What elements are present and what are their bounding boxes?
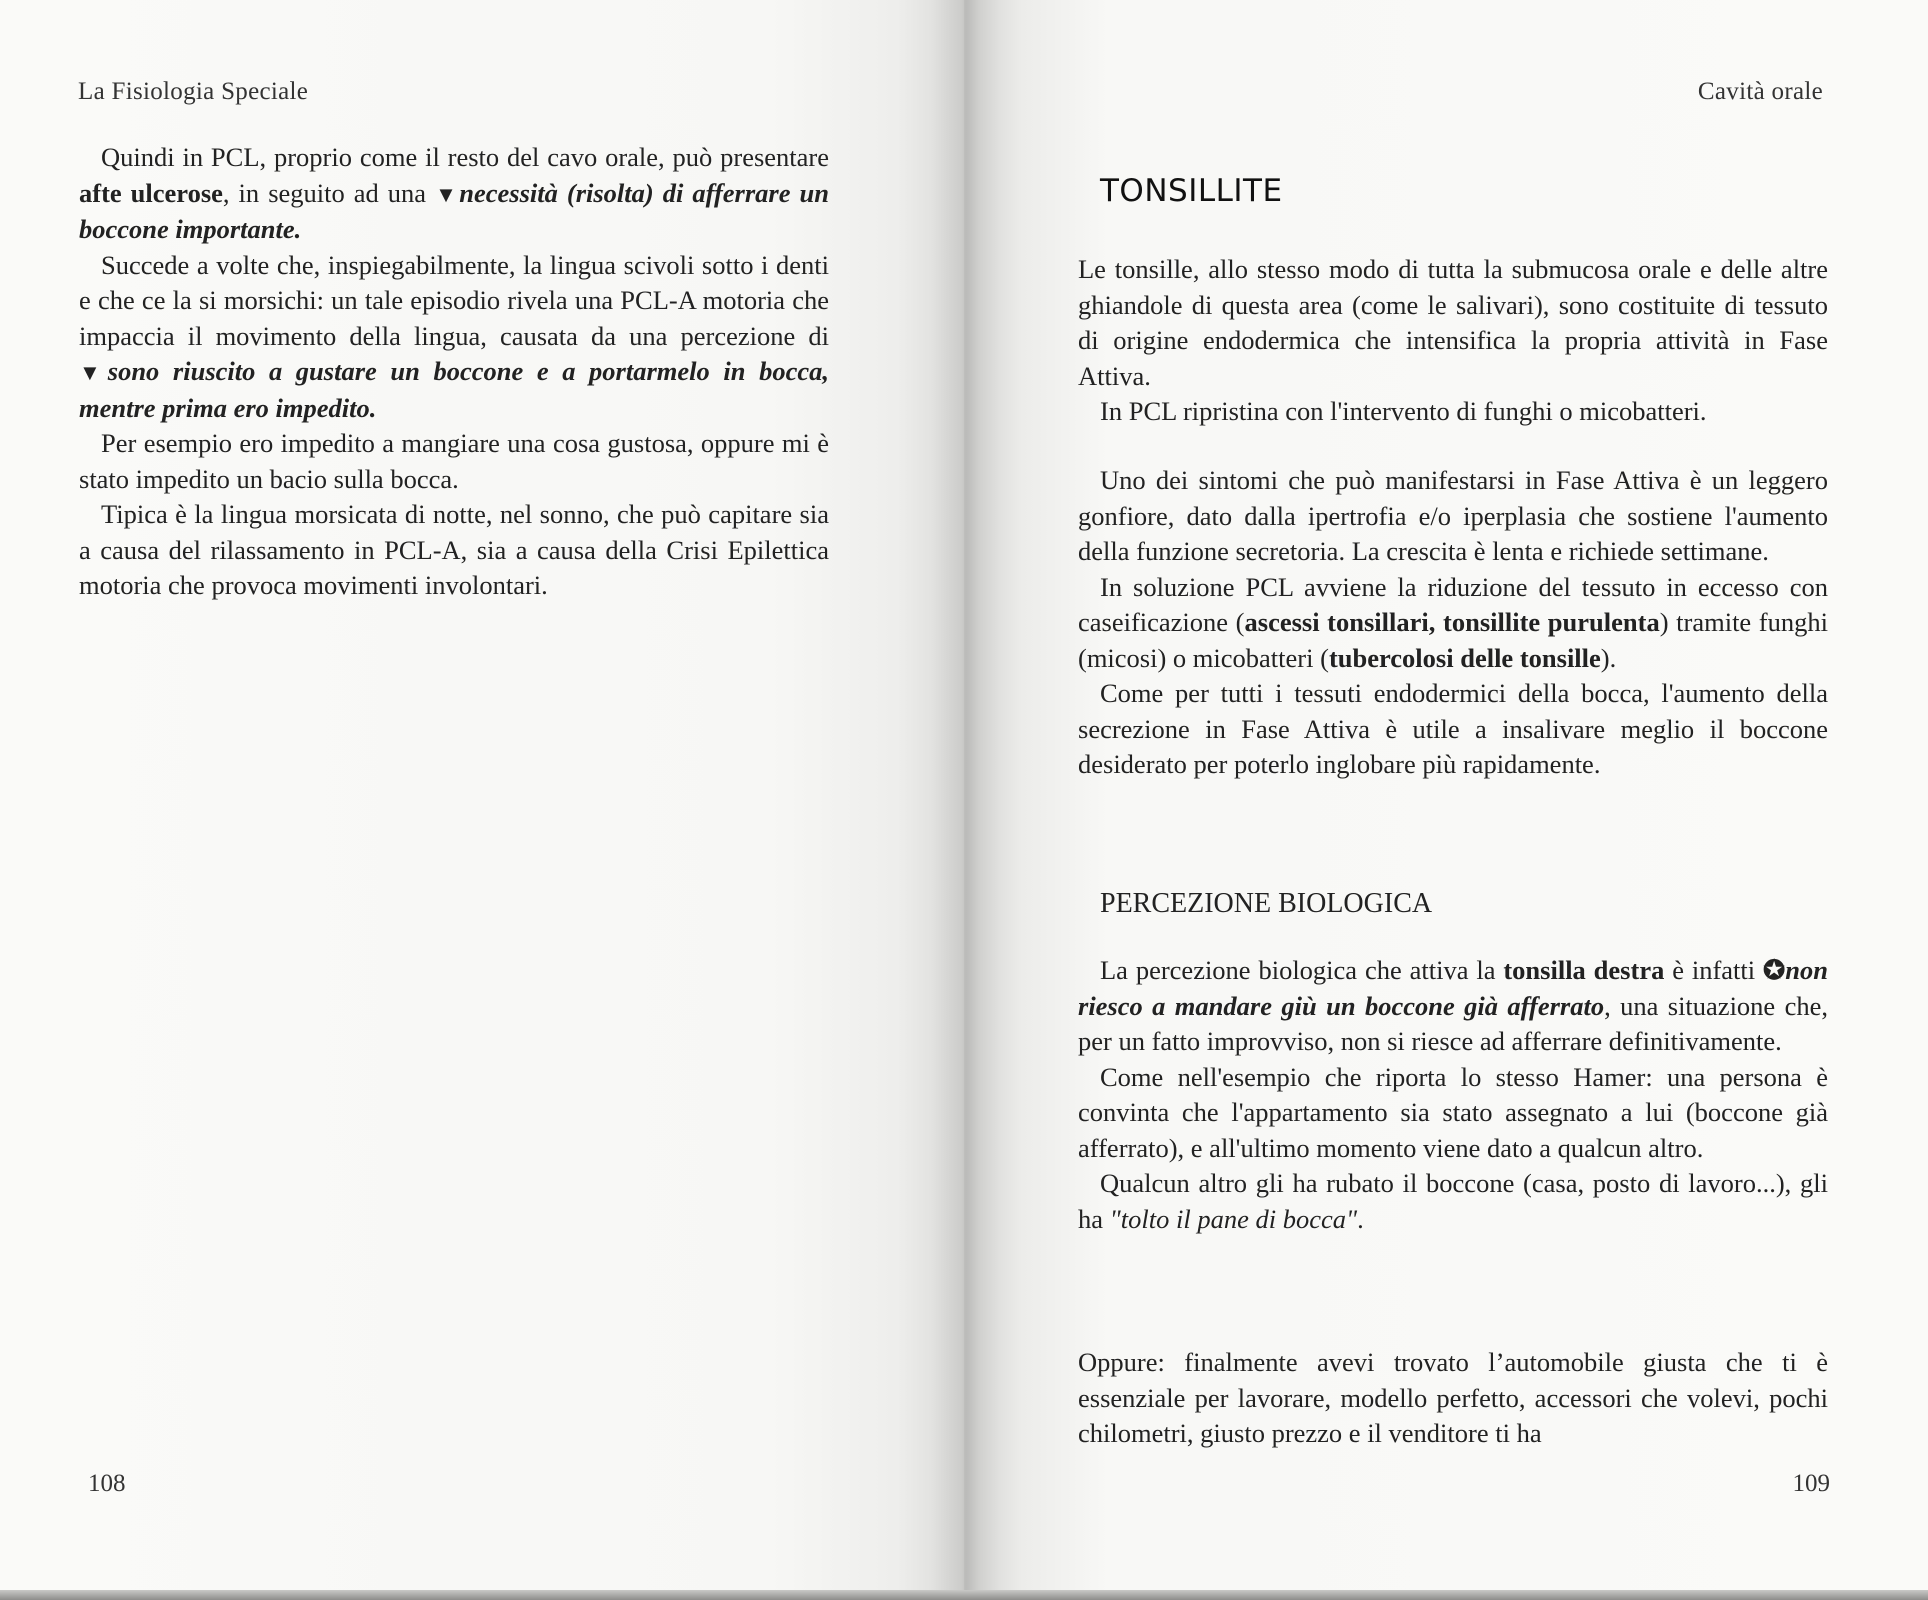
book-spine-shadow	[930, 0, 1000, 1600]
text-run: Come nell'esempio che riporta lo stesso Hamer: una persona è convinta che l'appartamento sia stato assegnato a lui (boccone già afferrato), e all'ultimo momento viene dato a qualcun altro.	[1078, 1061, 1828, 1163]
paragraph	[79, 497, 829, 604]
bold-term: afte ulcerose	[79, 177, 223, 208]
italic-quote: "tolto il pane di bocca"	[1109, 1203, 1358, 1234]
paragraph	[79, 248, 829, 427]
text-run: In soluzione PCL avviene la riduzione del tessuto in eccesso con caseificazione (	[1078, 571, 1828, 637]
bold-italic-phrase: sono riuscito a gustare un boccone e a portarmelo in bocca, mentre prima ero impedito	[79, 356, 829, 423]
body-text	[79, 140, 829, 604]
text-run: ).	[1600, 642, 1617, 673]
bold-italic-phrase: non riesco a mandare giù un boccone già afferrato	[1078, 955, 1828, 1021]
subheading: PERCEZIONE BIOLOGICA	[1100, 888, 1433, 919]
paragraph	[1078, 1060, 1828, 1167]
text-run: Quindi in PCL, proprio come il resto del cavo orale, può presentare	[101, 142, 829, 172]
running-head: Cavità orale	[1697, 78, 1823, 105]
paragraph	[79, 140, 829, 248]
down-triangle-icon: ▼	[435, 181, 460, 207]
paragraph	[1078, 252, 1828, 394]
text-run: Per esempio ero impedito a mangiare una cosa gustosa, oppure mi è stato impedito un bacio sulla bocca.	[79, 428, 829, 494]
text-run: Qualcun altro gli ha rubato il boccone (casa, posto di lavoro...), gli ha	[1078, 1168, 1828, 1234]
paragraph	[1078, 1345, 1828, 1452]
running-head: La Fisiologia Speciale	[78, 78, 309, 105]
text-run: ) tramite funghi (micosi) o micobatteri (	[1078, 607, 1828, 673]
text-run: è infatti	[1664, 955, 1764, 985]
page-bottom-edge	[0, 1590, 1928, 1600]
text-run: Tipica è la lingua morsicata di notte, nel sonno, che può capitare sia a causa del rilassamento in PCL-A, sia a causa della Crisi Epilettica motoria che provoca movimenti involontari.	[79, 499, 829, 600]
text-run: , in seguito ad una	[222, 177, 436, 208]
page-number: 109	[1792, 1470, 1830, 1497]
text-run: .	[294, 214, 302, 244]
paragraph	[79, 426, 829, 497]
bold-term: ascessi tonsillari, tonsillite purulenta	[1244, 607, 1660, 637]
text-run: , una situazione che, per un fatto improvviso, non si riesce ad afferrare definitivamente.	[1078, 990, 1828, 1056]
perception-text	[1078, 953, 1828, 1237]
section-title: TONSILLITE	[1100, 173, 1283, 209]
paragraph	[1078, 953, 1828, 1060]
paragraph	[1078, 570, 1828, 677]
page-number: 108	[88, 1470, 126, 1497]
bold-term: tubercolosi delle tonsille	[1328, 642, 1601, 673]
text-run: In PCL ripristina con l'intervento di funghi o micobatteri.	[1100, 396, 1707, 426]
bold-italic-phrase: necessità (risolta) di afferrare un boccone importante	[79, 177, 829, 244]
text-run: Uno dei sintomi che può manifestarsi in Fase Attiva è un leggero gonfiore, dato dalla ipertrofia e/o iperplasia che sostiene l'aumento della funzione secretoria. La crescita è lenta e richiede settimane.	[1078, 465, 1828, 566]
text-run: .	[369, 392, 377, 423]
text-run: Oppure: finalmente avevi trovato l’automobile giusta che ti è essenziale per lavorare, modello perfetto, accessori che volevi, pochi chilometri, giusto prezzo e il venditore ti ha	[1078, 1347, 1828, 1448]
closing-text	[1078, 1345, 1828, 1452]
text-run: Le tonsille, allo stesso modo di tutta la submucosa orale e delle altre ghiandole di questa area (come le salivari), sono costituite di tessuto di origine endodermica che intensifica la propria attività in Fase Attiva.	[1078, 254, 1828, 391]
paragraph	[1078, 1166, 1828, 1237]
down-triangle-icon: ▼	[79, 360, 108, 385]
paragraph	[1078, 394, 1828, 430]
text-run: Come per tutti i tessuti endodermici della bocca, l'aumento della secrezione in Fase Attiva è utile a insalivare meglio il boccone desiderato per poterlo inglobare più rapidamente.	[1078, 678, 1828, 779]
paragraph	[1078, 676, 1828, 783]
circled-star-icon: ✪	[1763, 955, 1786, 985]
text-run: .	[1357, 1203, 1364, 1234]
bold-term: tonsilla destra	[1503, 955, 1665, 985]
paragraph	[1078, 463, 1828, 570]
symptoms-text	[1078, 463, 1828, 783]
intro-text	[1078, 252, 1828, 430]
text-run: La percezione biologica che attiva la	[1100, 955, 1504, 985]
text-run: Succede a volte che, inspiegabilmente, la lingua scivoli sotto i denti e che ce la si morsichi: un tale episodio rivela una PCL-A motoria che impaccia il movimento della lingua, causata da una percezione di	[79, 249, 829, 351]
